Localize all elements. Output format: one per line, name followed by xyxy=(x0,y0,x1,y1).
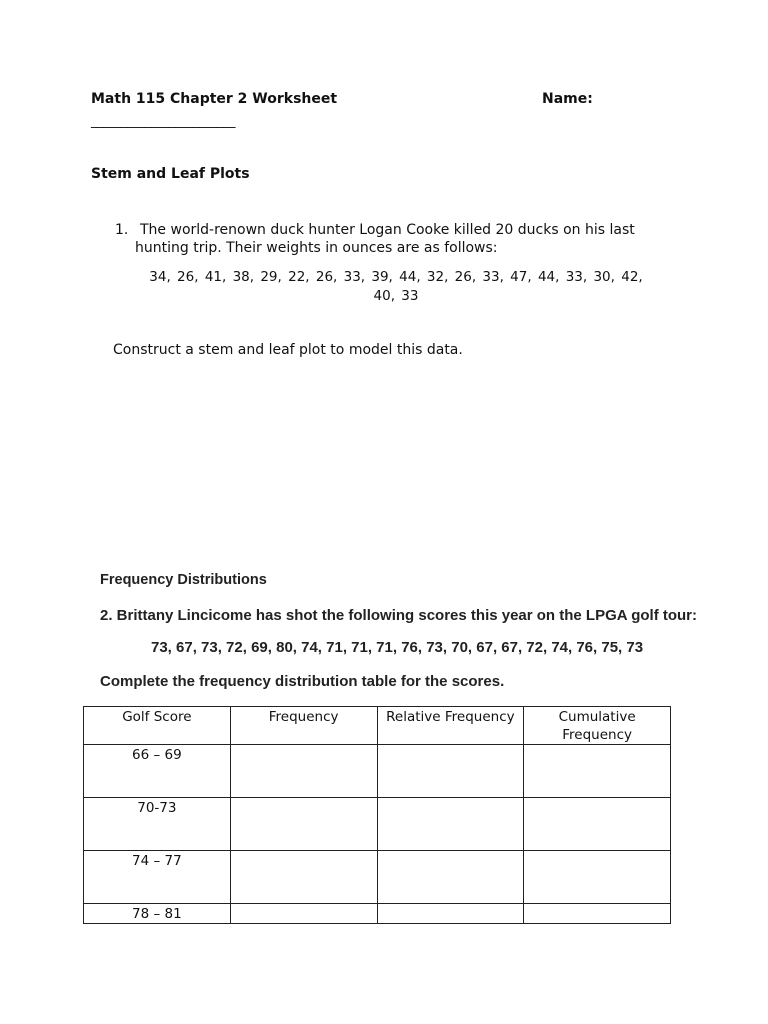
frequency-distributions-heading: Frequency Distributions xyxy=(100,572,267,588)
golf-score-cell: 70-73 xyxy=(84,798,231,851)
table-header-row xyxy=(84,707,671,745)
cumulative-frequency-cell[interactable] xyxy=(524,851,671,904)
question-1-text-line-1: The world-renown duck hunter Logan Cooke killed 20 ducks on his last xyxy=(140,222,635,238)
golf-scores-data: 73, 67, 73, 72, 69, 80, 74, 71, 71, 71, 76, 73, 70, 67, 67, 72, 74, 76, 75, 73 xyxy=(151,639,644,656)
table-row xyxy=(84,745,671,798)
table-row xyxy=(84,904,671,924)
header-frequency: Frequency xyxy=(230,707,377,745)
table-row xyxy=(84,851,671,904)
duck-weights-line-1: 34, 26, 41, 38, 29, 22, 26, 33, 39, 44, 32, 26, 33, 47, 44, 33, 30, 42, xyxy=(149,269,643,285)
frequency-cell[interactable] xyxy=(230,745,377,798)
golf-score-cell: 74 – 77 xyxy=(84,851,231,904)
golf-score-cell: 78 – 81 xyxy=(84,904,231,924)
question-1-text-line-2: hunting trip. Their weights in ounces are as follows: xyxy=(135,240,498,256)
name-label: Name: xyxy=(542,91,593,107)
relative-frequency-cell[interactable] xyxy=(377,798,524,851)
golf-score-cell: 66 – 69 xyxy=(84,745,231,798)
duck-weights-line-2: 40, 33 xyxy=(373,288,419,304)
stem-leaf-heading: Stem and Leaf Plots xyxy=(91,166,250,182)
duck-weights-data xyxy=(118,268,674,306)
frequency-cell[interactable] xyxy=(230,904,377,924)
relative-frequency-cell[interactable] xyxy=(377,904,524,924)
frequency-distribution-table xyxy=(83,706,671,924)
table-row xyxy=(84,798,671,851)
question-2-instruction: Complete the frequency distribution table for the scores. xyxy=(100,673,505,690)
header-relative-frequency: Relative Frequency xyxy=(377,707,524,745)
frequency-cell[interactable] xyxy=(230,851,377,904)
question-2-text: 2. Brittany Lincicome has shot the following scores this year on the LPGA golf tour: xyxy=(100,607,698,624)
relative-frequency-cell[interactable] xyxy=(377,851,524,904)
cumulative-frequency-cell[interactable] xyxy=(524,745,671,798)
worksheet-title: Math 115 Chapter 2 Worksheet xyxy=(91,91,338,107)
relative-frequency-cell[interactable] xyxy=(377,745,524,798)
question-1-instruction: Construct a stem and leaf plot to model this data. xyxy=(113,342,463,358)
name-blank-line[interactable]: ________________________ xyxy=(91,114,235,129)
question-1-number: 1. xyxy=(115,222,129,238)
header-golf-score: Golf Score xyxy=(84,707,231,745)
frequency-cell[interactable] xyxy=(230,798,377,851)
cumulative-frequency-cell[interactable] xyxy=(524,798,671,851)
header-cumulative-frequency: Cumulative Frequency xyxy=(524,707,671,745)
cumulative-frequency-cell[interactable] xyxy=(524,904,671,924)
